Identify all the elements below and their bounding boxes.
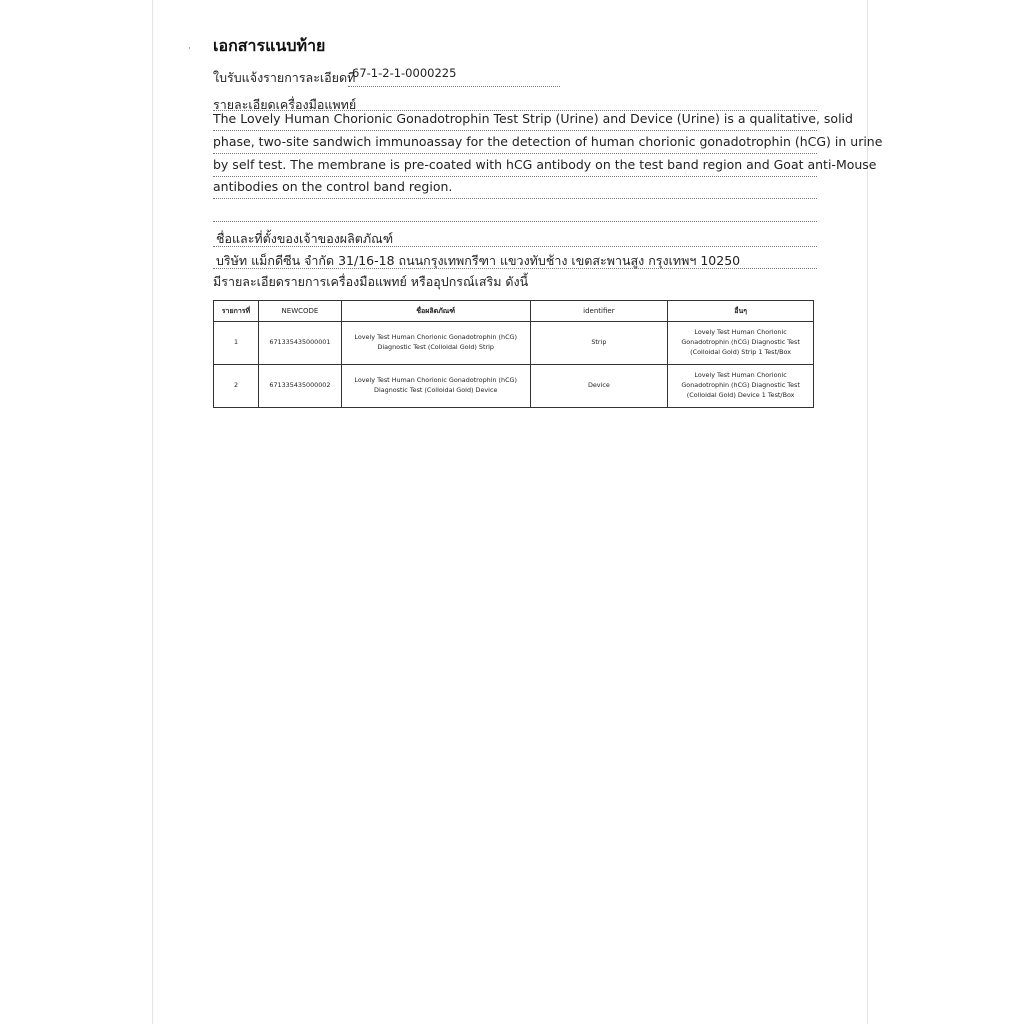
column-header-item-no: รายการที่: [214, 301, 259, 322]
identifier-cell: Strip: [530, 322, 668, 365]
item-list-heading: มีรายละเอียดรายการเครื่องมือแพทย์ หรืออุปกรณ์เสริม ดังนี้: [213, 274, 529, 289]
column-header-newcode: NEWCODE: [258, 301, 341, 322]
other-cell: Lovely Test Human Chorionic Gonadotrophin (hCG) Diagnostic Test (Colloidal Gold) Device 1 Test/Box: [668, 365, 814, 408]
description-line-1: The Lovely Human Chorionic Gonadotrophin Test Strip (Urine) and Device (Urine) is a qualitative, solid: [213, 111, 853, 126]
margin-mark: ·: [188, 44, 191, 54]
table-row: [214, 365, 814, 408]
detail-dotted-line-4: [213, 198, 817, 199]
reference-dotted-line: [348, 86, 560, 87]
scan-edge-right: [867, 0, 868, 1024]
description-line-4: antibodies on the control band region.: [213, 179, 453, 194]
device-detail-heading: รายละเอียดเครื่องมือแพทย์: [213, 97, 357, 112]
document-title: เอกสารแนบท้าย: [213, 36, 326, 55]
owner-heading: ชื่อและที่ตั้งของเจ้าของผลิตภัณฑ์: [216, 231, 394, 246]
description-line-2: phase, two-site sandwich immunoassay for the detection of human chorionic gonadotrophin (hCG) in urine: [213, 134, 883, 149]
owner-dotted-line-1: [213, 246, 817, 247]
scan-edge-left: [152, 0, 153, 1024]
product-name-cell: Lovely Test Human Chorionic Gonadotrophin (hCG) Diagnostic Test (Colloidal Gold) Strip: [341, 322, 530, 365]
newcode-cell: 671335435000001: [258, 322, 341, 365]
column-header-product-name: ชื่อผลิตภัณฑ์: [341, 301, 530, 322]
newcode-cell: 671335435000002: [258, 365, 341, 408]
reference-number: 67-1-2-1-0000225: [352, 66, 457, 80]
detail-dotted-line-5: [213, 221, 817, 222]
column-header-identifier: identifier: [530, 301, 668, 322]
owner-dotted-line-2: [213, 268, 817, 269]
detail-dotted-line-1: [213, 130, 817, 131]
owner-address: บริษัท แม็กดีซีน จำกัด 31/16-18 ถนนกรุงเทพกรีฑา แขวงทับช้าง เขตสะพานสูง กรุงเทพฯ 10250: [216, 253, 741, 268]
product-name-cell: Lovely Test Human Chorionic Gonadotrophin (hCG) Diagnostic Test (Colloidal Gold) Device: [341, 365, 530, 408]
other-cell: Lovely Test Human Chorionic Gonadotrophin (hCG) Diagnostic Test (Colloidal Gold) Strip 1 Test/Box: [668, 322, 814, 365]
item-no-cell: 1: [214, 322, 259, 365]
description-line-3: by self test. The membrane is pre-coated with hCG antibody on the test band region and Goat anti-Mouse: [213, 157, 877, 172]
table-row: [214, 322, 814, 365]
item-no-cell: 2: [214, 365, 259, 408]
reference-label: ใบรับแจ้งรายการละเอียดที่: [213, 70, 356, 85]
detail-dotted-line-3: [213, 176, 817, 177]
device-items-table: [213, 300, 814, 408]
table-header-row: [214, 301, 814, 322]
column-header-other: อื่นๆ: [668, 301, 814, 322]
identifier-cell: Device: [530, 365, 668, 408]
detail-dotted-line-2: [213, 153, 817, 154]
